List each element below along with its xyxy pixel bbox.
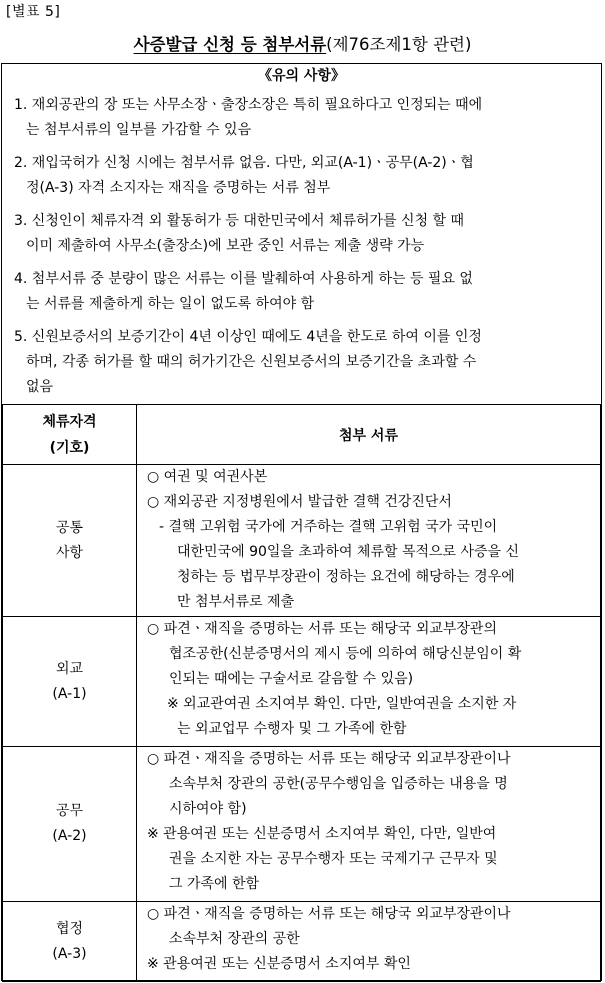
table-row — [3, 617, 601, 747]
note-line: 2. 재입국허가 신청 시에는 첨부서류 없음. 다만, 외교(A-1)ㆍ공무(A-2)ㆍ협 — [14, 155, 474, 171]
note-item-5 — [14, 325, 596, 400]
documents-header: 첨부 서류 — [137, 405, 601, 465]
document-line: 협조공한(신분증명서의 제시 등에 의하여 해당신분임이 확 — [169, 646, 522, 662]
note-item-2 — [14, 151, 596, 201]
document-line: 인되는 때에는 구술서로 갈음할 수 있음) — [169, 671, 414, 687]
note-item-4 — [14, 267, 596, 317]
document-line: 청하는 등 법무부장관이 정하는 요건에 해당하는 경우에 — [177, 569, 515, 585]
table-row — [3, 902, 601, 982]
notes-title: 《유의 사항》 — [258, 68, 345, 84]
document-line: 는 외교업무 수행자 및 그 가족에 한함 — [177, 721, 407, 737]
note-line: 4. 첨부서류 중 분량이 많은 서류는 이를 발췌하여 사용하게 하는 등 필요 없 — [14, 271, 473, 287]
qualification-name: 공통 — [55, 519, 84, 536]
documents-cell — [137, 617, 601, 747]
documents-table — [2, 404, 601, 982]
note-line: 이미 제출하여 사무소(출장소)에 보관 중인 서류는 제출 생략 가능 — [26, 238, 425, 254]
document-line: 권을 소지한 자는 공무수행자 또는 국제기구 근무자 및 — [169, 851, 498, 867]
note-line: 3. 신청인이 체류자격 외 활동허가 등 대한민국에서 체류허가를 신청 할 때 — [14, 213, 465, 229]
note-line: 정(A-3) 자격 소지자는 재직을 증명하는 서류 첨부 — [26, 180, 331, 196]
document-line: 소속부처 장관의 공한(공무수행임을 입증하는 내용을 명 — [169, 776, 508, 792]
document-line: ○ 재외공관 지정병원에서 발급한 결핵 건강진단서 — [147, 494, 452, 510]
table-row — [3, 465, 601, 617]
document-line: 소속부처 장관의 공한 — [169, 931, 300, 947]
note-line: 는 서류를 제출하게 하는 일이 없도록 하여야 함 — [26, 296, 315, 312]
table-row — [3, 747, 601, 902]
documents-cell — [137, 465, 601, 617]
qualification-name: 외교 — [55, 660, 84, 677]
document-title — [0, 31, 605, 55]
document-line: - 결핵 고위험 국가에 거주하는 결핵 고위험 국가 국민이 — [159, 519, 498, 535]
note-line: 없음 — [26, 379, 54, 395]
table-header-row — [3, 405, 601, 465]
note-line: 5. 신원보증서의 보증기간이 4년 이상인 때에도 4년을 한도로 하여 이를 인정 — [14, 329, 482, 345]
document-line: ○ 여권 및 여권사본 — [147, 469, 268, 485]
documents-cell — [137, 747, 601, 902]
document-line: 그 가족에 한함 — [169, 876, 260, 892]
qualification-cell — [3, 617, 137, 747]
document-line: ※ 외교관여권 소지여부 확인. 다만, 일반여권을 소지한 자 — [167, 696, 517, 712]
document-line: ※ 관용여권 또는 신분증명서 소지여부 확인 — [147, 956, 411, 972]
note-line: 하며, 각종 허가를 할 때의 허가기간은 신원보증서의 보증기간을 초과할 수 — [26, 354, 477, 370]
qualification-name: 협정 — [55, 920, 84, 937]
title-main: 사증발급 신청 등 첨부서류 — [133, 35, 327, 54]
qualification-header — [3, 405, 137, 465]
note-line: 1. 재외공관의 장 또는 사무소장ㆍ출장소장은 특히 필요하다고 인정되는 때에 — [14, 97, 483, 113]
qualification-cell — [3, 465, 137, 617]
document-line: 대한민국에 90일을 초과하여 체류할 목적으로 사증을 신 — [177, 544, 520, 560]
note-item-1 — [14, 93, 596, 143]
document-line: 시하여야 함) — [169, 801, 247, 817]
qualification-cell — [3, 747, 137, 902]
qualification-header-code: (기호) — [49, 439, 90, 456]
document-line: 만 첨부서류로 제출 — [177, 594, 295, 610]
qualification-name: 공무 — [55, 803, 84, 819]
qualification-code: (A-1) — [52, 685, 87, 702]
qualification-header-label: 체류자격 — [42, 413, 97, 430]
qualification-code: 사항 — [55, 544, 84, 561]
qualification-code: (A-2) — [52, 828, 87, 844]
document-frame — [1, 63, 602, 981]
document-line: ○ 파견ㆍ재직을 증명하는 서류 또는 해당국 외교부장관의 — [147, 621, 497, 637]
annex-label: [별표 5] — [6, 4, 61, 20]
documents-cell — [137, 902, 601, 982]
document-line: ※ 관용여권 또는 신분증명서 소지여부 확인, 다만, 일반여 — [147, 826, 497, 842]
document-line: ○ 파견ㆍ재직을 증명하는 서류 또는 해당국 외교부장관이나 — [147, 751, 511, 767]
qualification-code: (A-3) — [52, 945, 87, 962]
title-sub: (제76조제1항 관련) — [326, 35, 472, 54]
qualification-cell — [3, 902, 137, 982]
note-item-3 — [14, 209, 596, 259]
note-line: 는 첨부서류의 일부를 가감할 수 있음 — [26, 122, 252, 138]
document-line: ○ 파견ㆍ재직을 증명하는 서류 또는 해당국 외교부장관이나 — [147, 906, 511, 922]
